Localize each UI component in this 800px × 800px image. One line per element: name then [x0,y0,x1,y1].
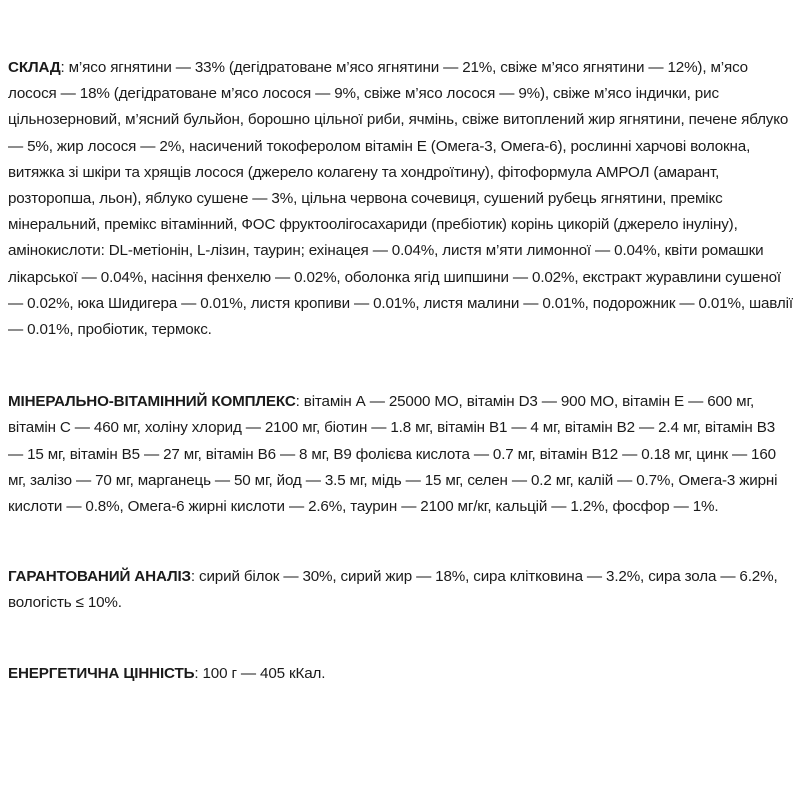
energy-value-section [8,661,794,687]
energy-value-heading: ЕНЕРГЕТИЧНА ЦІННІСТЬ [8,664,195,682]
mineral-vitamin-section [8,389,794,520]
composition-heading: СКЛАД [8,59,61,76]
guaranteed-analysis-heading: ГАРАНТОВАНИЙ АНАЛІЗ [8,568,191,586]
composition-text: м’ясо ягнятини — 33% (дегідратоване м’ясо ягнятини — 21%, свіже м’ясо ягнятини — 12%), м’ясо лосося — 18% (дегідратоване м’ясо лосося — 9%, свіже м’ясо лосося — 9%), свіже м’ясо індички, рис цільнозерновий, м’ясний бульйон, борошно цільної риби, ячмінь, свіже витоплений жир ягнятини, печене яблуко — 5%, жир лосося — 2%, насичений токоферолом вітамін Е (Омега-3, Омега-6), рослинні харчові волокна, витяжка зі шкіри та хрящів лосося (джерело колагену та хондроїтину), фітоформула АМРОЛ (амарант, розторопша, льон), яблуко сушене — 3%, цільна червона сочевиця, сушений рубець ягнятини, премікс мінеральний, премікс вітамінний, ФОС фруктоолігосахариди (пребіотик) корінь цикорій (джерело інуліну), амінокислоти: DL-метіонін, L-лізин, таурин; ехінацея — 0.04%, листя м’яти лимонної — 0.04%, квіти ромашки лікарської — 0.04%, насіння фенхелю — 0.02%, оболонка ягід шипшини — 0.02%, екстракт журавлини сушеної — 0.02%, юка Шидигера — 0.01%, листя кропиви — 0.01%, листя малини — 0.01%, подорожник — 0.01%, шавлії — 0.01%, пробіотик, термокс. [8,59,793,339]
energy-value-separator: : [194,664,203,682]
guaranteed-analysis-separator: : [190,568,200,586]
mineral-vitamin-heading: МІНЕРАЛЬНО-ВІТАМІННИЙ КОМПЛЕКС [8,393,296,411]
product-info-document [8,55,794,687]
guaranteed-analysis-text: сирий білок — 30%, сирий жир — 18%, сира клітковина — 3.2%, сира зола — 6.2%, вологість ≤ 10%. [8,568,778,612]
composition-section [8,55,794,343]
composition-separator: : [60,59,69,76]
mineral-vitamin-text: вітамін А — 25000 МО, вітамін D3 — 900 МО, вітамін Е — 600 мг, вітамін С — 460 мг, холіну хлорид — 2100 мг, біотин — 1.8 мг, вітамін В1 — 4 мг, вітамін В2 — 2.4 мг, вітамін В3 — 15 мг, вітамін В5 — 27 мг, вітамін В6 — 8 мг, В9 фолієва кислота — 0.7 мг, вітамін В12 — 0.18 мг, цинк — 160 мг, залізо — 70 мг, марганець — 50 мг, йод — 3.5 мг, мідь — 15 мг, селен — 0.2 мг, калій — 0.7%, Омега-3 жирні кислоти — 0.8%, Омега-6 жирні кислоти — 2.6%, таурин — 2100 мг/кг, кальцій — 1.2%, фосфор — 1%. [8,393,778,516]
guaranteed-analysis-section [8,564,794,616]
mineral-vitamin-separator: : [295,393,304,411]
energy-value-text: 100 г — 405 кКал. [202,664,326,682]
